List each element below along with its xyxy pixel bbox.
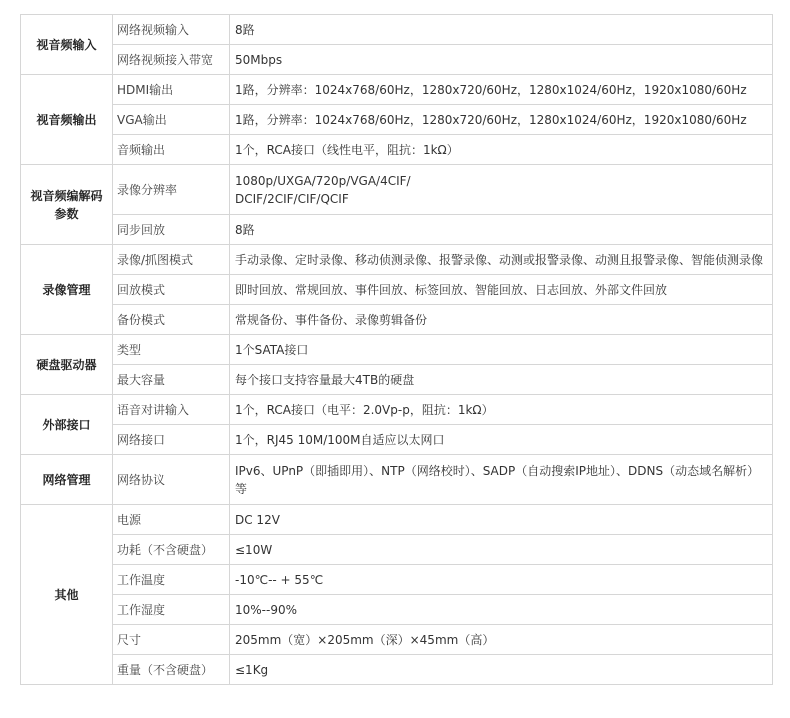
section-header: 外部接口 [21,395,113,455]
spec-row [21,105,773,135]
spec-value: DC 12V [230,505,773,535]
spec-value: 即时回放、常规回放、事件回放、标签回放、智能回放、日志回放、外部文件回放 [230,275,773,305]
spec-value: IPv6、UPnP（即插即用）、NTP（网络校时）、SADP（自动搜索IP地址）、DDNS（动态域名解析）等 [230,455,773,505]
spec-value: 1080p/UXGA/720p/VGA/4CIF/ DCIF/2CIF/CIF/QCIF [230,165,773,215]
spec-row [21,455,773,505]
spec-label: 重量（不含硬盘） [113,655,230,685]
spec-value: 手动录像、定时录像、移动侦测录像、报警录像、动测或报警录像、动测且报警录像、智能侦测录像 [230,245,773,275]
spec-value: 常规备份、事件备份、录像剪辑备份 [230,305,773,335]
spec-row [21,505,773,535]
spec-value: 1路，分辨率：1024x768/60Hz，1280x720/60Hz，1280x1024/60Hz，1920x1080/60Hz [230,105,773,135]
spec-row [21,335,773,365]
section-header: 硬盘驱动器 [21,335,113,395]
spec-label: 工作湿度 [113,595,230,625]
spec-row [21,535,773,565]
spec-value: 8路 [230,215,773,245]
section-header: 其他 [21,505,113,685]
spec-row [21,275,773,305]
spec-row [21,15,773,45]
section-header: 视音频输出 [21,75,113,165]
spec-value: 8路 [230,15,773,45]
spec-row [21,135,773,165]
spec-value: 1个SATA接口 [230,335,773,365]
spec-row [21,425,773,455]
spec-value: ≤10W [230,535,773,565]
spec-value: ≤1Kg [230,655,773,685]
spec-row [21,365,773,395]
section-header: 视音频输入 [21,15,113,75]
spec-label: 功耗（不含硬盘） [113,535,230,565]
spec-table-body [21,15,773,685]
spec-label: 网络视频输入 [113,15,230,45]
spec-value: -10℃-- + 55℃ [230,565,773,595]
section-header: 录像管理 [21,245,113,335]
spec-table [20,14,773,685]
spec-row [21,75,773,105]
spec-label: 同步回放 [113,215,230,245]
spec-label: VGA输出 [113,105,230,135]
spec-label: 电源 [113,505,230,535]
spec-row [21,395,773,425]
spec-label: 录像/抓图模式 [113,245,230,275]
section-header: 网络管理 [21,455,113,505]
spec-row [21,655,773,685]
spec-label: 回放模式 [113,275,230,305]
spec-value: 205mm（宽）×205mm（深）×45mm（高） [230,625,773,655]
spec-label: HDMI输出 [113,75,230,105]
section-header: 视音频编解码参数 [21,165,113,245]
spec-value: 1个，RJ45 10M/100M自适应以太网口 [230,425,773,455]
spec-label: 类型 [113,335,230,365]
spec-value: 10%--90% [230,595,773,625]
spec-row [21,565,773,595]
spec-row [21,245,773,275]
spec-value: 每个接口支持容量最大4TB的硬盘 [230,365,773,395]
spec-row [21,625,773,655]
spec-label: 网络协议 [113,455,230,505]
spec-row [21,305,773,335]
spec-label: 网络接口 [113,425,230,455]
spec-value: 1个，RCA接口（电平：2.0Vp-p，阻抗：1kΩ） [230,395,773,425]
spec-label: 语音对讲输入 [113,395,230,425]
spec-label: 录像分辨率 [113,165,230,215]
spec-value: 1路，分辨率：1024x768/60Hz，1280x720/60Hz，1280x1024/60Hz，1920x1080/60Hz [230,75,773,105]
spec-row [21,595,773,625]
spec-label: 音频输出 [113,135,230,165]
spec-label: 工作温度 [113,565,230,595]
spec-value: 1个，RCA接口（线性电平，阻抗：1kΩ） [230,135,773,165]
spec-label: 网络视频接入带宽 [113,45,230,75]
spec-row [21,45,773,75]
spec-label: 尺寸 [113,625,230,655]
spec-row [21,215,773,245]
spec-label: 最大容量 [113,365,230,395]
spec-label: 备份模式 [113,305,230,335]
spec-row [21,165,773,215]
spec-value: 50Mbps [230,45,773,75]
